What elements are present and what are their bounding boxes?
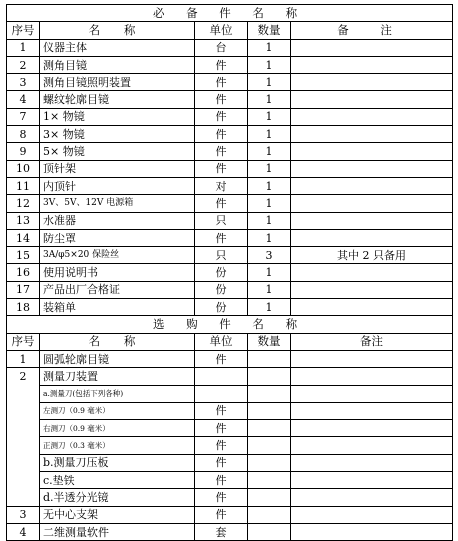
cell-name: 测角目镜 xyxy=(40,56,195,73)
table-row xyxy=(7,420,453,437)
cell-note xyxy=(291,160,453,177)
cell-name: 装箱单 xyxy=(40,299,195,316)
cell-unit: 只 xyxy=(195,212,248,229)
table-row xyxy=(7,143,453,160)
cell-unit: 件 xyxy=(195,402,248,419)
table-row xyxy=(7,195,453,212)
cell-qty xyxy=(248,489,291,506)
table-row xyxy=(7,56,453,73)
cell-no xyxy=(7,402,40,419)
table-row xyxy=(7,489,453,506)
table-row xyxy=(7,472,453,489)
cell-note xyxy=(291,108,453,125)
cell-name: 圆弧轮廓目镜 xyxy=(40,350,195,367)
cell-no xyxy=(7,437,40,454)
cell-note xyxy=(291,523,453,540)
cell-unit: 份 xyxy=(195,264,248,281)
cell-unit: 件 xyxy=(195,108,248,125)
cell-unit: 件 xyxy=(195,143,248,160)
cell-note xyxy=(291,454,453,471)
cell-no xyxy=(7,489,40,506)
cell-name: 左测刀（0.9 毫米） xyxy=(40,402,195,419)
cell-unit: 份 xyxy=(195,281,248,298)
cell-name: 3× 物镜 xyxy=(40,126,195,143)
cell-unit: 件 xyxy=(195,420,248,437)
cell-note: 其中 2 只备用 xyxy=(291,247,453,264)
cell-name: 无中心支架 xyxy=(40,506,195,523)
packing-list-table xyxy=(6,4,453,541)
section2-title-row xyxy=(7,316,453,333)
cell-no: 12 xyxy=(7,195,40,212)
cell-qty: 1 xyxy=(248,299,291,316)
cell-no: 4 xyxy=(7,523,40,540)
table-row xyxy=(7,350,453,367)
cell-unit: 件 xyxy=(195,454,248,471)
cell-unit: 件 xyxy=(195,472,248,489)
cell-no: 18 xyxy=(7,299,40,316)
cell-unit: 件 xyxy=(195,229,248,246)
cell-qty: 1 xyxy=(248,212,291,229)
cell-note xyxy=(291,264,453,281)
table-row xyxy=(7,91,453,108)
table-row xyxy=(7,523,453,540)
section1-title: 必 备 件 名 称 xyxy=(7,5,453,22)
cell-no: 15 xyxy=(7,247,40,264)
cell-no: 4 xyxy=(7,91,40,108)
cell-no: 1 xyxy=(7,350,40,367)
cell-qty: 1 xyxy=(248,281,291,298)
cell-note xyxy=(291,74,453,91)
cell-unit: 件 xyxy=(195,74,248,91)
cell-name: 测角目镜照明装置 xyxy=(40,74,195,91)
cell-unit: 件 xyxy=(195,437,248,454)
cell-note xyxy=(291,39,453,56)
cell-qty xyxy=(248,420,291,437)
cell-note xyxy=(291,437,453,454)
table-row xyxy=(7,212,453,229)
header-unit: 单位 xyxy=(195,333,248,350)
cell-unit: 只 xyxy=(195,247,248,264)
header-qty: 数量 xyxy=(248,22,291,39)
cell-name: d.半透分光镜 xyxy=(40,489,195,506)
table-row xyxy=(7,402,453,419)
cell-unit: 件 xyxy=(195,91,248,108)
cell-qty: 1 xyxy=(248,74,291,91)
table-row xyxy=(7,108,453,125)
table-row xyxy=(7,39,453,56)
cell-name: c.垫铁 xyxy=(40,472,195,489)
cell-no: 9 xyxy=(7,143,40,160)
cell-qty: 1 xyxy=(248,177,291,194)
header-note: 备注 xyxy=(291,333,453,350)
cell-qty xyxy=(248,368,291,385)
cell-qty xyxy=(248,454,291,471)
cell-no: 16 xyxy=(7,264,40,281)
cell-note xyxy=(291,212,453,229)
cell-qty: 1 xyxy=(248,143,291,160)
table-row xyxy=(7,264,453,281)
cell-unit: 件 xyxy=(195,506,248,523)
table-row xyxy=(7,126,453,143)
cell-note xyxy=(291,177,453,194)
cell-unit: 份 xyxy=(195,299,248,316)
section1-header-row xyxy=(7,22,453,39)
cell-qty xyxy=(248,385,291,402)
cell-qty: 1 xyxy=(248,195,291,212)
section2-header-row xyxy=(7,333,453,350)
cell-no: 3 xyxy=(7,74,40,91)
cell-note xyxy=(291,229,453,246)
table-row xyxy=(7,385,453,402)
section1-title-row xyxy=(7,5,453,22)
cell-note xyxy=(291,368,453,385)
cell-qty: 1 xyxy=(248,108,291,125)
cell-qty xyxy=(248,523,291,540)
header-note: 备 注 xyxy=(291,22,453,39)
cell-note xyxy=(291,56,453,73)
cell-unit xyxy=(195,368,248,385)
cell-qty xyxy=(248,402,291,419)
cell-qty: 1 xyxy=(248,229,291,246)
header-name: 名 称 xyxy=(40,333,195,350)
cell-note xyxy=(291,350,453,367)
cell-qty xyxy=(248,506,291,523)
cell-no: 10 xyxy=(7,160,40,177)
cell-name: 顶针架 xyxy=(40,160,195,177)
table-row xyxy=(7,177,453,194)
cell-name: 3A/φ5×20 保险丝 xyxy=(40,247,195,264)
cell-qty xyxy=(248,350,291,367)
cell-no: 3 xyxy=(7,506,40,523)
cell-note xyxy=(291,143,453,160)
section2-title: 选 购 件 名 称 xyxy=(7,316,453,333)
cell-unit: 件 xyxy=(195,126,248,143)
cell-no: 8 xyxy=(7,126,40,143)
table-row xyxy=(7,299,453,316)
cell-note xyxy=(291,281,453,298)
table-row xyxy=(7,454,453,471)
cell-qty xyxy=(248,472,291,489)
cell-no xyxy=(7,385,40,402)
cell-name: 3V、5V、12V 电源箱 xyxy=(40,195,195,212)
cell-qty: 1 xyxy=(248,264,291,281)
header-name: 名 称 xyxy=(40,22,195,39)
cell-name: 防尘罩 xyxy=(40,229,195,246)
cell-no: 2 xyxy=(7,368,40,385)
cell-no xyxy=(7,472,40,489)
cell-qty: 1 xyxy=(248,39,291,56)
cell-no: 13 xyxy=(7,212,40,229)
cell-no: 7 xyxy=(7,108,40,125)
header-unit: 单位 xyxy=(195,22,248,39)
header-no: 序号 xyxy=(7,333,40,350)
cell-qty: 1 xyxy=(248,56,291,73)
cell-no xyxy=(7,420,40,437)
cell-note xyxy=(291,402,453,419)
table-row xyxy=(7,229,453,246)
cell-qty: 1 xyxy=(248,160,291,177)
cell-no: 11 xyxy=(7,177,40,194)
cell-qty: 3 xyxy=(248,247,291,264)
cell-name: 内顶针 xyxy=(40,177,195,194)
cell-name: 螺纹轮廓目镜 xyxy=(40,91,195,108)
cell-unit xyxy=(195,385,248,402)
cell-note xyxy=(291,506,453,523)
cell-name: 水准器 xyxy=(40,212,195,229)
cell-note xyxy=(291,299,453,316)
cell-unit: 对 xyxy=(195,177,248,194)
table-row xyxy=(7,506,453,523)
cell-name: 仪器主体 xyxy=(40,39,195,56)
cell-no: 17 xyxy=(7,281,40,298)
cell-name: a.测量刀(包括下列各种) xyxy=(40,385,195,402)
cell-qty: 1 xyxy=(248,126,291,143)
cell-name: 产品出厂合格证 xyxy=(40,281,195,298)
cell-no xyxy=(7,454,40,471)
table-row xyxy=(7,247,453,264)
cell-name: 二维测量软件 xyxy=(40,523,195,540)
cell-no: 1 xyxy=(7,39,40,56)
cell-note xyxy=(291,420,453,437)
cell-name: 使用说明书 xyxy=(40,264,195,281)
cell-unit: 件 xyxy=(195,56,248,73)
cell-note xyxy=(291,489,453,506)
cell-name: 5× 物镜 xyxy=(40,143,195,160)
cell-name: 测量刀装置 xyxy=(40,368,195,385)
cell-note xyxy=(291,91,453,108)
cell-name: 1× 物镜 xyxy=(40,108,195,125)
cell-note xyxy=(291,472,453,489)
table-row xyxy=(7,74,453,91)
cell-name: 右测刀（0.9 毫米） xyxy=(40,420,195,437)
cell-note xyxy=(291,126,453,143)
header-qty: 数量 xyxy=(248,333,291,350)
cell-qty xyxy=(248,437,291,454)
cell-no: 14 xyxy=(7,229,40,246)
table-row xyxy=(7,281,453,298)
cell-name: 正测刀（0.3 毫米） xyxy=(40,437,195,454)
cell-no: 2 xyxy=(7,56,40,73)
cell-qty: 1 xyxy=(248,91,291,108)
cell-unit: 台 xyxy=(195,39,248,56)
cell-unit: 件 xyxy=(195,350,248,367)
table-row xyxy=(7,160,453,177)
cell-unit: 套 xyxy=(195,523,248,540)
header-no: 序号 xyxy=(7,22,40,39)
cell-unit: 件 xyxy=(195,489,248,506)
cell-note xyxy=(291,385,453,402)
table-row xyxy=(7,368,453,385)
cell-note xyxy=(291,195,453,212)
cell-unit: 件 xyxy=(195,160,248,177)
cell-name: b.测量刀压板 xyxy=(40,454,195,471)
table-row xyxy=(7,437,453,454)
cell-unit: 件 xyxy=(195,195,248,212)
